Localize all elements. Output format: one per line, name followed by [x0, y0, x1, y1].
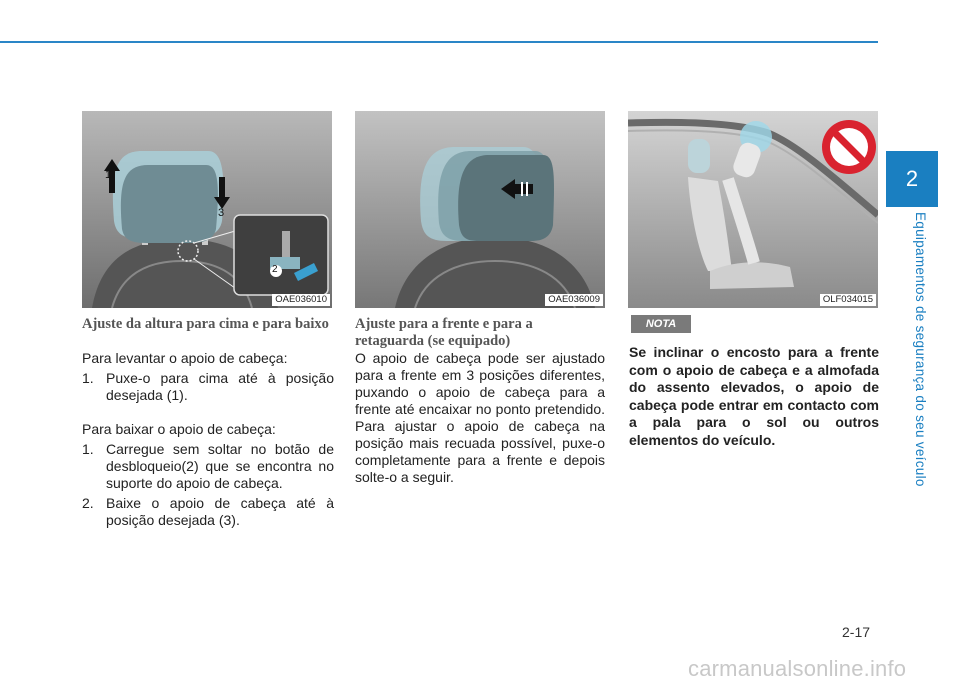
- forward-body: O apoio de cabeça pode ser ajustado para a frente em 3 posições diferentes, puxando o apoio de cabeça para a frente até encaixar no ponto pretendido. Para ajustar o apoio de cabeça na posição mais recuada possível, puxe-o completamente para a frente e depois solte-o a seguir.: [355, 350, 605, 485]
- section-title-forward: Ajuste para a frente e para a retaguarda (se equipado): [355, 316, 533, 349]
- marker-3: 3: [218, 207, 225, 219]
- figure-code: OAE036010: [272, 294, 330, 306]
- note-badge: NOTA: [631, 315, 691, 333]
- list-number: 1.: [82, 441, 94, 457]
- list-number: 1.: [82, 370, 94, 386]
- list-item: [82, 495, 334, 529]
- list-text: Puxe-o para cima até à posição desejada (1).: [106, 370, 334, 403]
- figure-code: OLF034015: [820, 294, 876, 306]
- intro-raise: Para levantar o apoio de cabeça:: [82, 350, 288, 366]
- section-title-height: Ajuste da altura para cima e para baixo: [82, 316, 329, 332]
- figure-code: OAE036009: [545, 294, 603, 306]
- figure-height-adjust: [82, 111, 332, 308]
- list-text: Baixe o apoio de cabeça até à posição desejada (3).: [106, 495, 334, 528]
- list-item: [82, 370, 334, 404]
- chapter-title: Equipamentos de segurança do seu veículo: [913, 212, 928, 487]
- page-number: 2-17: [842, 624, 871, 640]
- intro-lower: Para baixar o apoio de cabeça:: [82, 421, 276, 437]
- column-height-adjust: [82, 350, 334, 532]
- list-number: 2.: [82, 495, 94, 511]
- chapter-number-tab: 2: [886, 151, 938, 207]
- note-text: Se inclinar o encosto para a frente com o apoio de cabeça e a almofada do assento elevados, o apoio de cabeça pode entrar em contacto com a pala para o sol ou outros elementos do veículo.: [629, 344, 879, 448]
- list-item: [82, 441, 334, 492]
- marker-1: 1: [105, 169, 112, 181]
- watermark: carmanualsonline.info: [688, 656, 907, 681]
- header-rule: [0, 41, 878, 43]
- list-text: Carregue sem soltar no botão de desbloqueio(2) que se encontra no suporte do apoio de cabeça.: [106, 441, 334, 491]
- figure-forward-adjust: [355, 111, 605, 308]
- marker-2: 2: [272, 264, 278, 275]
- figure-prohibited: [628, 111, 878, 308]
- column-forward-adjust: [355, 350, 605, 489]
